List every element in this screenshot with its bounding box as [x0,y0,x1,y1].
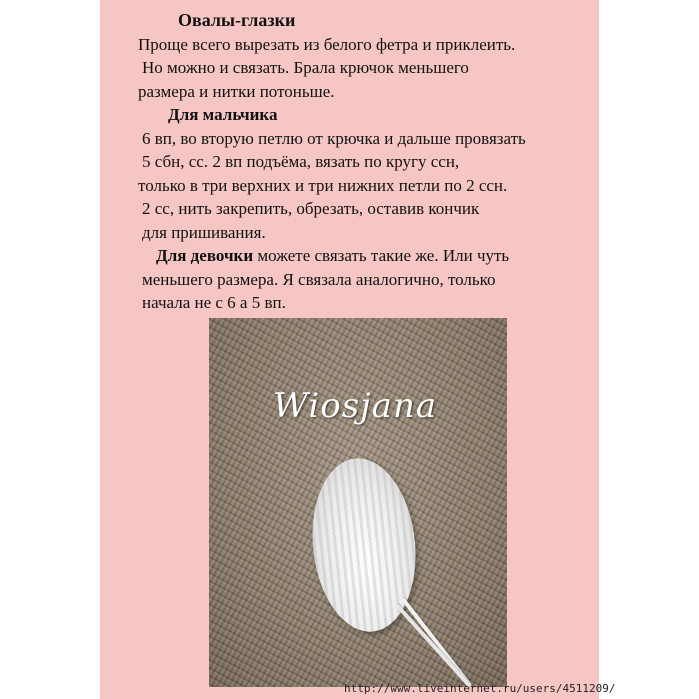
source-url: http://www.liveinternet.ru/users/4511209/ [344,682,616,695]
title: Овалы-глазки [178,10,296,30]
girl-line-3: начала не с 6 а 5 вп. [142,293,286,312]
watermark: Wiosjana [273,386,438,426]
boy-heading: Для мальчика [168,105,278,124]
boy-line-5: для пришивания. [142,222,266,242]
boy-line-4: 2 сс, нить закрепить, обрезать, оставив кончик [142,199,480,218]
intro-line-1: Проще всего вырезать из белого фетра и приклеить. [138,34,516,54]
boy-line-2: 5 сбн, сс. 2 вп подъёма, вязать по кругу ссн, [142,152,460,171]
intro-line-3: размера и нитки потоньше. [138,81,335,101]
crocheted-white-oval [304,453,424,637]
intro-line-2: Но можно и связать. Брала крючок меньшего [142,58,469,77]
boy-line-3: только в три верхних и три нижних петли по 2 ссн. [138,175,508,195]
instructions-text [138,9,598,315]
girl-heading: Для девочки [156,246,254,265]
girl-line-2: меньшего размера. Я связала аналогично, только [142,269,496,289]
girl-line-1-rest: можете связать такие же. Или чуть [253,246,510,265]
girl-line-1 [138,244,598,268]
yarn-tail-2 [395,603,472,687]
boy-line-1: 6 вп, во вторую петлю от крючка и дальше провязать [142,128,526,148]
crochet-oval-photo [209,318,507,687]
